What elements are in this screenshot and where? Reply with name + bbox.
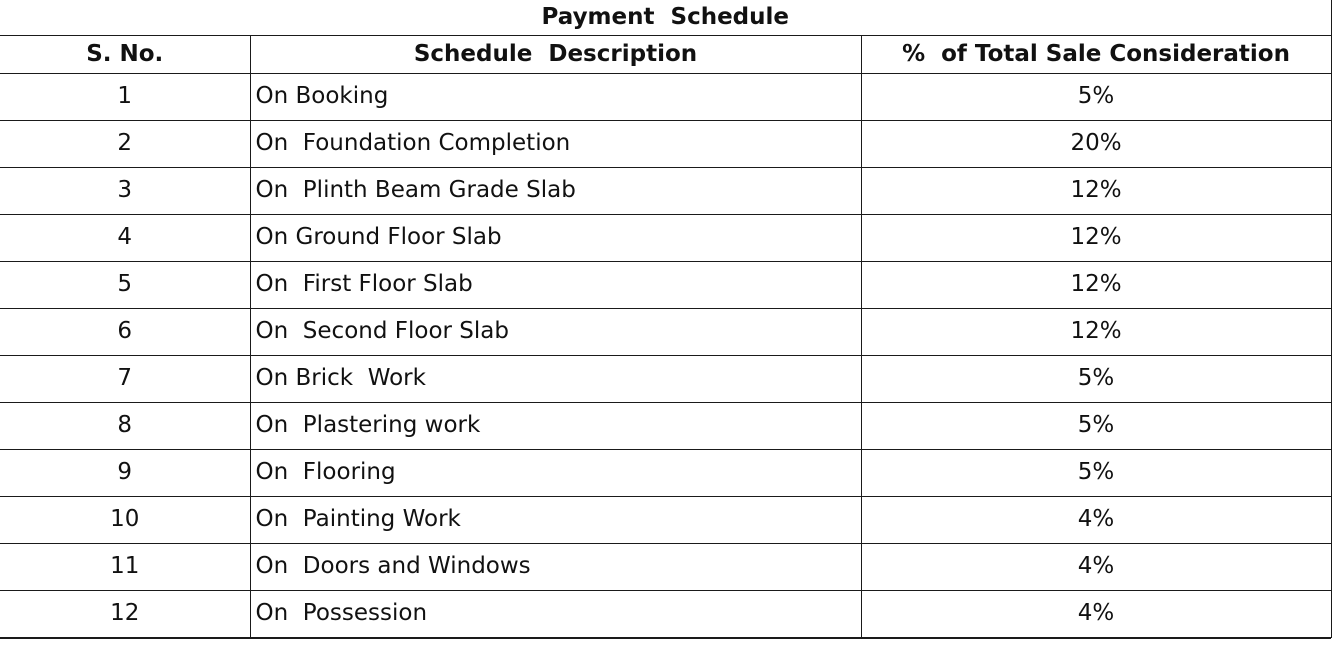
row-schedule-description: On Painting Work: [250, 496, 861, 543]
row-schedule-description: On Possession: [250, 590, 861, 637]
row-serial-number: 4: [0, 214, 250, 261]
row-serial-number: 7: [0, 355, 250, 402]
row-schedule-description: On Plastering work: [250, 402, 861, 449]
row-schedule-description: On Booking: [250, 73, 861, 120]
column-header-sno: S. No.: [0, 35, 250, 73]
row-percentage: 5%: [861, 355, 1331, 402]
row-percentage: 12%: [861, 308, 1331, 355]
row-percentage: 5%: [861, 402, 1331, 449]
row-percentage: 4%: [861, 543, 1331, 590]
row-percentage: 5%: [861, 73, 1331, 120]
table-row: [0, 308, 1331, 355]
table-row: [0, 120, 1331, 167]
title-row: [0, 0, 1331, 35]
table-row: [0, 496, 1331, 543]
table-row: [0, 402, 1331, 449]
row-serial-number: 12: [0, 590, 250, 637]
row-schedule-description: On Flooring: [250, 449, 861, 496]
row-schedule-description: On Ground Floor Slab: [250, 214, 861, 261]
table-title: Payment Schedule: [0, 0, 1331, 35]
row-serial-number: 9: [0, 449, 250, 496]
row-schedule-description: On Plinth Beam Grade Slab: [250, 167, 861, 214]
row-percentage: 4%: [861, 590, 1331, 637]
row-percentage: 20%: [861, 120, 1331, 167]
table-row: [0, 590, 1331, 637]
row-schedule-description: On Doors and Windows: [250, 543, 861, 590]
column-header-description: Schedule Description: [250, 35, 861, 73]
column-header-percentage: % of Total Sale Consideration: [861, 35, 1331, 73]
row-schedule-description: On Brick Work: [250, 355, 861, 402]
bottom-border: [0, 638, 1331, 639]
table-row: [0, 449, 1331, 496]
table-row: [0, 261, 1331, 308]
row-schedule-description: On Foundation Completion: [250, 120, 861, 167]
row-schedule-description: On First Floor Slab: [250, 261, 861, 308]
row-percentage: 12%: [861, 167, 1331, 214]
table-row: [0, 167, 1331, 214]
row-serial-number: 10: [0, 496, 250, 543]
row-serial-number: 5: [0, 261, 250, 308]
row-serial-number: 8: [0, 402, 250, 449]
row-serial-number: 6: [0, 308, 250, 355]
row-percentage: 12%: [861, 261, 1331, 308]
row-percentage: 5%: [861, 449, 1331, 496]
table-row: [0, 543, 1331, 590]
row-percentage: 4%: [861, 496, 1331, 543]
row-serial-number: 11: [0, 543, 250, 590]
row-serial-number: 2: [0, 120, 250, 167]
row-schedule-description: On Second Floor Slab: [250, 308, 861, 355]
header-row: [0, 35, 1331, 73]
table-row: [0, 355, 1331, 402]
table-row: [0, 73, 1331, 120]
row-serial-number: 1: [0, 73, 250, 120]
table-row: [0, 214, 1331, 261]
row-serial-number: 3: [0, 167, 250, 214]
row-percentage: 12%: [861, 214, 1331, 261]
